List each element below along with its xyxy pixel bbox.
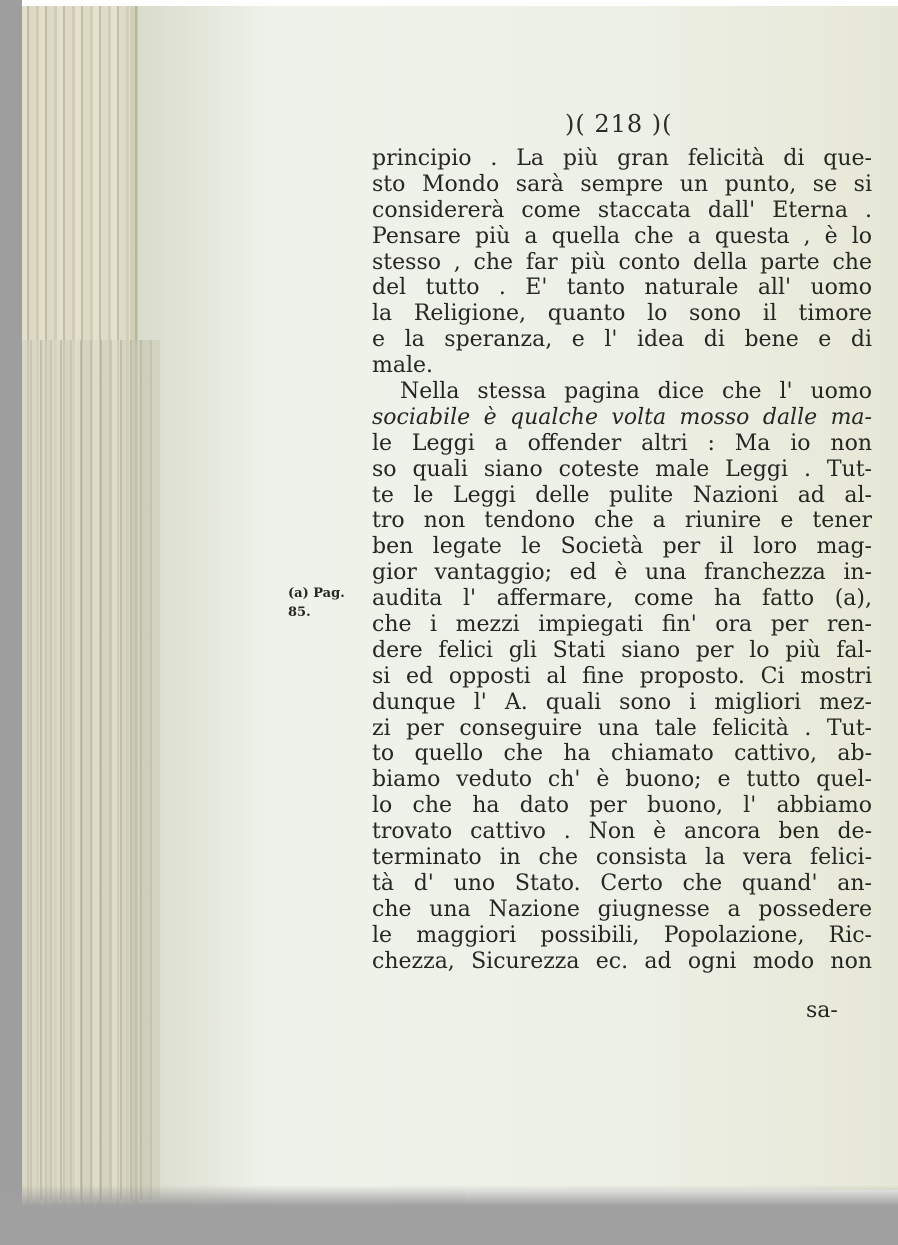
text-line: Pensare più a quella che a questa , è lo <box>372 223 872 249</box>
text-line: terminato in che consista la vera felici- <box>372 845 872 871</box>
text-line: e la speranza, e l' idea di bene e di <box>372 327 872 353</box>
margin-footnote <box>288 584 358 622</box>
text-line: principio . La più gran felicità di que- <box>372 146 872 171</box>
text-line: audita l' affermare, come ha fatto (a), <box>372 586 872 612</box>
text-line: gior vantaggio; ed è una franchezza in- <box>372 560 872 586</box>
text-line: tro non tendono che a riunire e tener <box>372 508 872 534</box>
text-line: te le Leggi delle pulite Nazioni ad al- <box>372 482 872 508</box>
footnote-line: 85. <box>288 605 311 620</box>
footnote-line: (a) Pag. <box>288 586 345 601</box>
text-line: ben legate le Società per il loro mag- <box>372 534 872 560</box>
text-line: stesso , che far più conto della parte che <box>372 249 872 275</box>
text-line: zi per conseguire una tale felicità . Tut- <box>372 715 872 741</box>
text-line: tà d' uno Stato. Certo che quand' an- <box>372 870 872 896</box>
text-line: che i mezzi impiegati fin' ora per ren- <box>372 612 872 638</box>
text-line: si ed opposti al fine proposto. Ci mostri <box>372 663 872 689</box>
scan-border-left <box>0 0 22 1245</box>
text-line: considererà come staccata dall' Eterna . <box>372 197 872 223</box>
gutter-shadow <box>130 6 270 1218</box>
text-line: Nella stessa pagina dice che l' uomo <box>400 379 872 405</box>
text-line: so quali siano coteste male Leggi . Tut- <box>372 456 872 482</box>
text-line: to quello che ha chiamato cattivo, ab- <box>372 741 872 767</box>
text-line: male. <box>372 353 434 379</box>
body-text <box>372 146 872 975</box>
scan-border-bottom <box>0 1185 898 1245</box>
catchword: sa- <box>806 998 838 1023</box>
text-line: chezza, Sicurezza ec. ad ogni modo non <box>372 948 872 974</box>
text-line: biamo veduto ch' è buono; e tutto quel- <box>372 767 872 793</box>
text-line: sociabile è qualche volta mosso dalle ma- <box>372 404 872 430</box>
text-line: lo che ha dato per buono, l' abbiamo <box>372 793 872 819</box>
text-line: trovato cattivo . Non è ancora ben de- <box>372 819 872 845</box>
text-line: le maggiori possibili, Popolazione, Ric- <box>372 922 872 948</box>
text-line: le Leggi a offender altri : Ma io non <box>372 430 872 456</box>
text-line: che una Nazione giugnesse a possedere <box>372 896 872 922</box>
text-line: sto Mondo sarà sempre un punto, se si <box>372 171 872 197</box>
page-number-header: )( 218 )( <box>565 110 673 138</box>
text-line: del tutto . E' tanto naturale all' uomo <box>372 275 872 301</box>
text-line: la Religione, quanto lo sono il timore <box>372 301 872 327</box>
text-line: dere felici gli Stati siano per lo più fal- <box>372 637 872 663</box>
text-line: dunque l' A. quali sono i migliori mez- <box>372 689 872 715</box>
